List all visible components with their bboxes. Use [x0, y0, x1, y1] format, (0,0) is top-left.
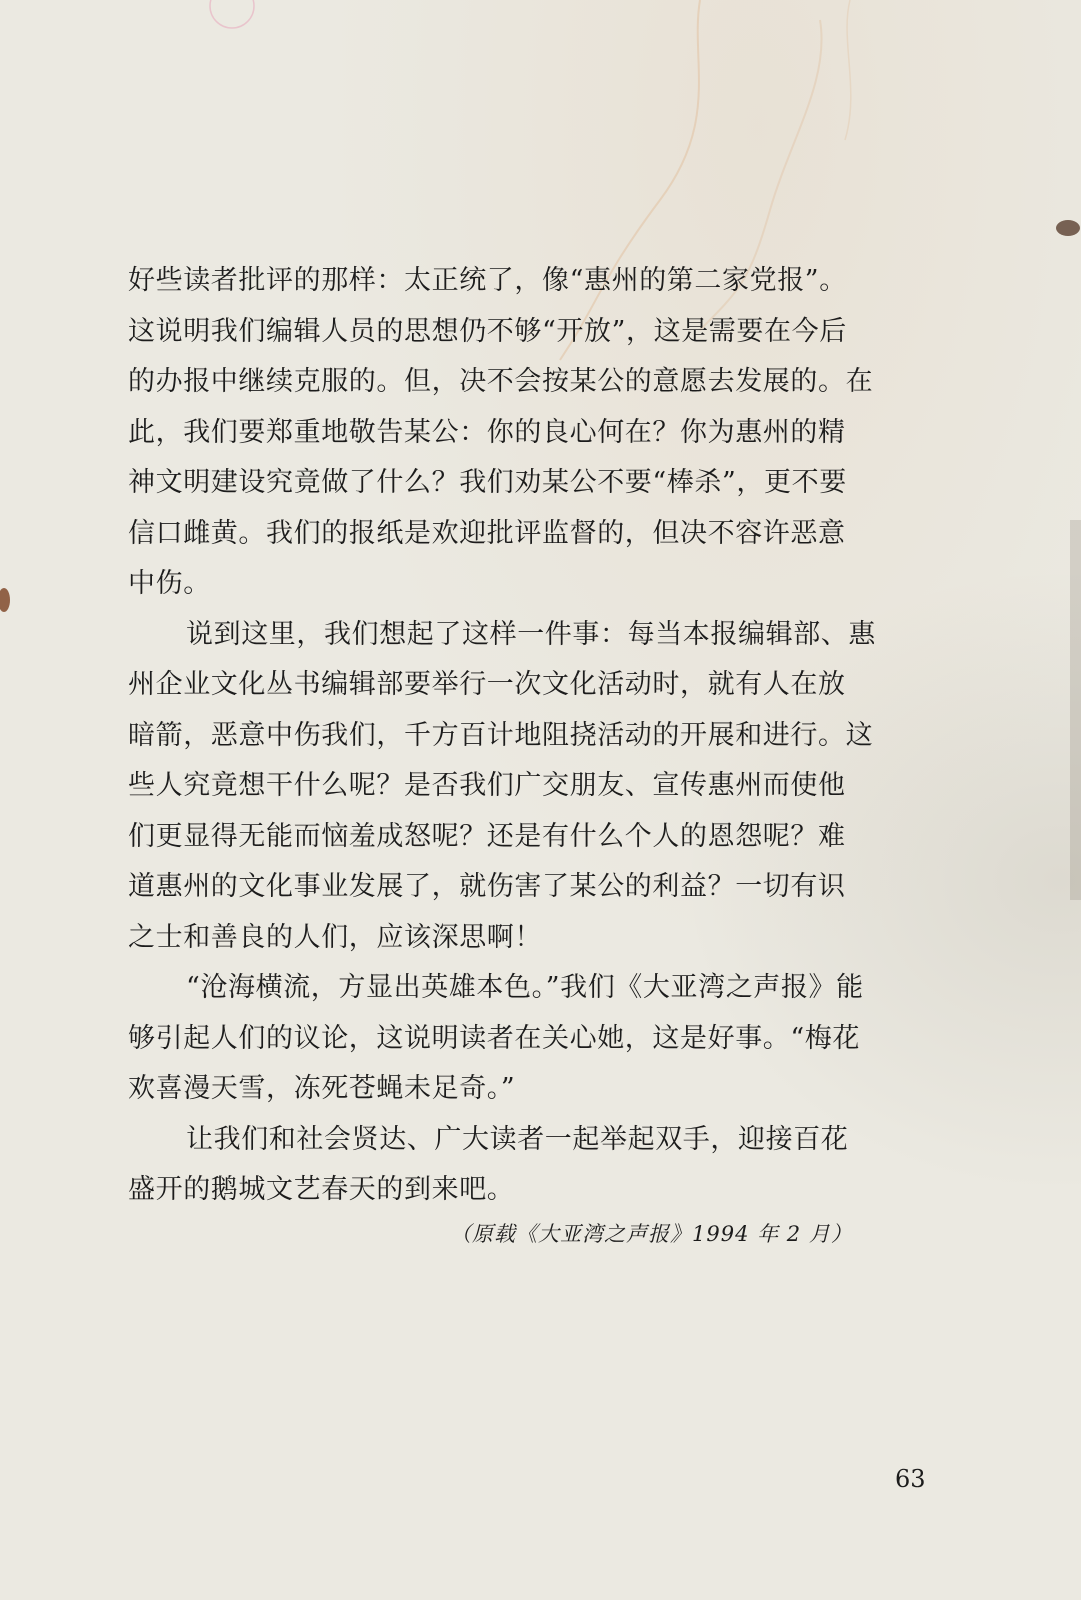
source-citation: （原载《大亚湾之声报》1994 年 2 月）: [450, 1222, 853, 1246]
paragraph-2: [128, 610, 968, 964]
text-line: 说到这里，我们想起了这样一件事：每当本报编辑部、惠: [186, 618, 876, 650]
text-line: 够引起人们的议论，这说明读者在关心她，这是好事。“梅花: [128, 1022, 861, 1054]
text-line: 道惠州的文化事业发展了，就伤害了某公的利益？一切有识: [128, 871, 846, 902]
text-line: “沧海横流，方显出英雄本色。”我们《大亚湾之声报》能: [186, 972, 864, 1003]
paragraph-1: [128, 256, 968, 610]
page-number: 63: [895, 1465, 926, 1493]
text-line: 之士和善良的人们，应该深思啊！: [128, 921, 542, 953]
text-line: 中伤。: [128, 568, 211, 599]
text-line: 好些读者批评的那样：太正统了，像“惠州的第二家党报”。: [128, 265, 847, 296]
text-line: 的办报中继续克服的。但，决不会按某公的意愿去发展的。在: [128, 366, 874, 397]
article-body: [128, 256, 968, 1216]
text-line: 欢喜漫天雪，冻死苍蝇未足奇。”: [128, 1073, 516, 1104]
paragraph-4: [128, 1115, 968, 1216]
text-line: 盛开的鹅城文艺春天的到来吧。: [128, 1174, 515, 1205]
paragraph-3: [128, 963, 968, 1115]
text-line: 神文明建设究竟做了什么？我们劝某公不要“棒杀”，更不要: [128, 467, 847, 498]
text-line: 让我们和社会贤达、广大读者一起举起双手，迎接百花: [186, 1123, 849, 1155]
text-line: 此，我们要郑重地敬告某公：你的良心何在？你为惠州的精: [128, 416, 846, 448]
text-line: 这说明我们编辑人员的思想仍不够“开放”，这是需要在今后: [128, 315, 847, 347]
text-line: 信口雌黄。我们的报纸是欢迎批评监督的，但决不容许恶意: [128, 517, 846, 549]
text-line: 暗箭，恶意中伤我们，千方百计地阻挠活动的开展和进行。这: [128, 719, 874, 751]
text-line: 们更显得无能而恼羞成怒呢？还是有什么个人的恩怨呢？难: [128, 820, 846, 852]
text-line: 州企业文化丛书编辑部要举行一次文化活动时，就有人在放: [128, 669, 846, 700]
text-line: 些人究竟想干什么呢？是否我们广交朋友、宣传惠州而使他: [128, 770, 846, 801]
